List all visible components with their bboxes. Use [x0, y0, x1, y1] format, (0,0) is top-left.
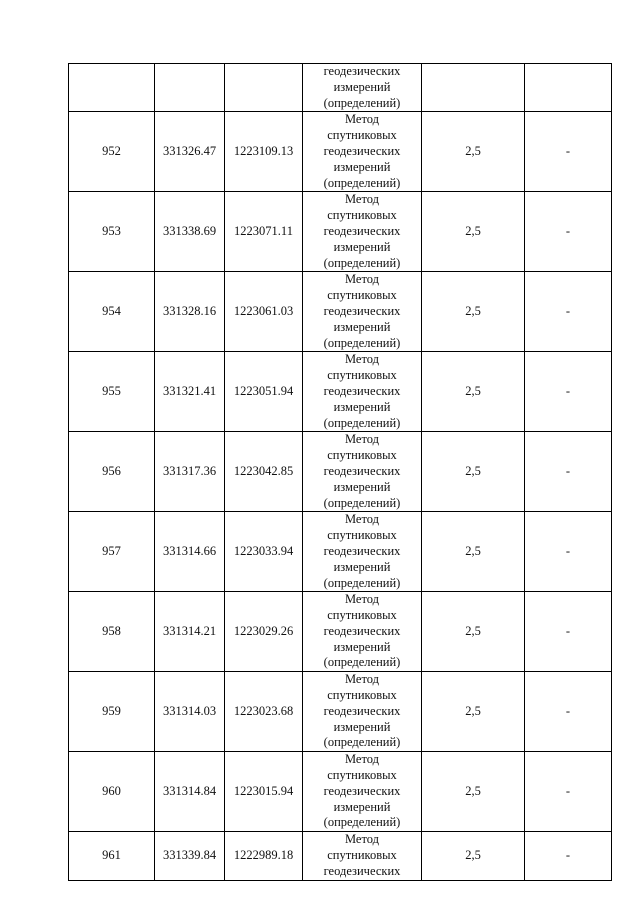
- cell-description: -: [525, 432, 612, 512]
- table-row: [69, 752, 612, 832]
- method-line: геодезических: [323, 303, 401, 318]
- cell-method: [303, 432, 422, 512]
- method-line: (определений): [323, 815, 401, 830]
- method-line: геодезических: [323, 783, 401, 798]
- method-line: Метод: [344, 752, 380, 767]
- method-line: спутниковых: [327, 368, 397, 383]
- cell-method: [303, 64, 422, 112]
- method-line: (определений): [323, 175, 401, 190]
- cell-accuracy: 2,5: [422, 272, 525, 352]
- table-row: [69, 192, 612, 272]
- method-line: спутниковых: [327, 448, 397, 463]
- cell-accuracy: 2,5: [422, 432, 525, 512]
- cell-point-number: 957: [69, 512, 155, 592]
- cell-point-number: 956: [69, 432, 155, 512]
- cell-description: -: [525, 832, 612, 880]
- cell-accuracy: 2,5: [422, 352, 525, 432]
- method-line: Метод: [344, 592, 380, 607]
- cell-description: -: [525, 112, 612, 192]
- cell-method: [303, 112, 422, 192]
- cell-description-empty: [525, 64, 612, 112]
- table-row: [69, 432, 612, 512]
- table-row: [69, 592, 612, 672]
- cell-accuracy: 2,5: [422, 752, 525, 832]
- cell-y-coordinate: 1223029.26: [225, 592, 303, 672]
- coordinates-table: [68, 63, 612, 881]
- cell-x-coordinate: 331339.84: [155, 832, 225, 880]
- method-line: Метод: [344, 432, 380, 447]
- cell-x-coordinate: 331321.41: [155, 352, 225, 432]
- cell-description: -: [525, 272, 612, 352]
- method-line: спутниковых: [327, 848, 397, 863]
- method-line: измерений: [333, 239, 391, 254]
- method-line: геодезических: [323, 863, 401, 878]
- method-line: Метод: [344, 272, 380, 287]
- method-line: измерений: [333, 79, 391, 94]
- cell-accuracy-empty: [422, 64, 525, 112]
- method-line: спутниковых: [327, 608, 397, 623]
- cell-accuracy: 2,5: [422, 512, 525, 592]
- method-line: измерений: [333, 719, 391, 734]
- cell-accuracy: 2,5: [422, 672, 525, 752]
- method-line: геодезических: [323, 143, 401, 158]
- method-line: Метод: [344, 832, 380, 847]
- method-line: Метод: [344, 112, 380, 127]
- cell-point-number: 958: [69, 592, 155, 672]
- method-line: спутниковых: [327, 528, 397, 543]
- cell-x-coordinate: 331314.21: [155, 592, 225, 672]
- cell-method: [303, 352, 422, 432]
- cell-method: [303, 592, 422, 672]
- method-line: Метод: [344, 352, 380, 367]
- method-line: (определений): [323, 335, 401, 350]
- cell-x-coordinate: 331314.66: [155, 512, 225, 592]
- table-row-continued: [69, 64, 612, 112]
- table-row: [69, 352, 612, 432]
- method-line: спутниковых: [327, 688, 397, 703]
- method-line: спутниковых: [327, 288, 397, 303]
- cell-point-number: 955: [69, 352, 155, 432]
- cell-y-coordinate: 1223042.85: [225, 432, 303, 512]
- cell-y-coordinate: 1223061.03: [225, 272, 303, 352]
- cell-point-empty: [69, 64, 155, 112]
- method-line: геодезических: [323, 703, 401, 718]
- method-line: (определений): [323, 255, 401, 270]
- method-line: геодезических: [323, 623, 401, 638]
- cell-accuracy: 2,5: [422, 832, 525, 880]
- cell-y-coordinate: 1223109.13: [225, 112, 303, 192]
- cell-x-coordinate: 331326.47: [155, 112, 225, 192]
- method-line: геодезических: [323, 463, 401, 478]
- method-line: геодезических: [323, 383, 401, 398]
- method-line: измерений: [333, 559, 391, 574]
- cell-point-number: 959: [69, 672, 155, 752]
- method-line: геодезических: [323, 64, 401, 78]
- table-row: [69, 512, 612, 592]
- cell-description: -: [525, 192, 612, 272]
- table-row: [69, 832, 612, 880]
- cell-x-coordinate: 331328.16: [155, 272, 225, 352]
- method-line: Метод: [344, 672, 380, 687]
- method-line: измерений: [333, 319, 391, 334]
- cell-y-coordinate: 1223015.94: [225, 752, 303, 832]
- method-line: измерений: [333, 479, 391, 494]
- cell-description: -: [525, 592, 612, 672]
- cell-method: [303, 512, 422, 592]
- cell-description: -: [525, 352, 612, 432]
- table-row: [69, 272, 612, 352]
- method-line: измерений: [333, 159, 391, 174]
- cell-x-empty: [155, 64, 225, 112]
- cell-method: [303, 832, 422, 880]
- cell-point-number: 952: [69, 112, 155, 192]
- method-line: измерений: [333, 639, 391, 654]
- cell-method: [303, 272, 422, 352]
- table-row: [69, 672, 612, 752]
- method-line: (определений): [323, 415, 401, 430]
- cell-accuracy: 2,5: [422, 592, 525, 672]
- cell-x-coordinate: 331314.03: [155, 672, 225, 752]
- method-line: геодезических: [323, 543, 401, 558]
- method-line: спутниковых: [327, 208, 397, 223]
- cell-accuracy: 2,5: [422, 112, 525, 192]
- cell-y-coordinate: 1222989.18: [225, 832, 303, 880]
- method-line: спутниковых: [327, 768, 397, 783]
- table-body: [69, 64, 612, 881]
- method-line: (определений): [323, 655, 401, 670]
- cell-method: [303, 192, 422, 272]
- method-line: измерений: [333, 399, 391, 414]
- cell-description: -: [525, 512, 612, 592]
- method-line: (определений): [323, 495, 401, 510]
- cell-y-coordinate: 1223051.94: [225, 352, 303, 432]
- method-line: (определений): [323, 735, 401, 750]
- cell-x-coordinate: 331314.84: [155, 752, 225, 832]
- cell-accuracy: 2,5: [422, 192, 525, 272]
- table-row: [69, 112, 612, 192]
- cell-point-number: 953: [69, 192, 155, 272]
- method-line: Метод: [344, 512, 380, 527]
- cell-point-number: 961: [69, 832, 155, 880]
- method-line: измерений: [333, 799, 391, 814]
- method-line: геодезических: [323, 223, 401, 238]
- method-line: (определений): [323, 95, 401, 110]
- cell-x-coordinate: 331338.69: [155, 192, 225, 272]
- cell-method: [303, 672, 422, 752]
- cell-y-coordinate: 1223033.94: [225, 512, 303, 592]
- method-line: спутниковых: [327, 128, 397, 143]
- method-line: Метод: [344, 192, 380, 207]
- cell-y-empty: [225, 64, 303, 112]
- cell-description: -: [525, 672, 612, 752]
- cell-description: -: [525, 752, 612, 832]
- method-line: (определений): [323, 575, 401, 590]
- cell-y-coordinate: 1223071.11: [225, 192, 303, 272]
- cell-method: [303, 752, 422, 832]
- cell-y-coordinate: 1223023.68: [225, 672, 303, 752]
- cell-point-number: 960: [69, 752, 155, 832]
- cell-x-coordinate: 331317.36: [155, 432, 225, 512]
- cell-point-number: 954: [69, 272, 155, 352]
